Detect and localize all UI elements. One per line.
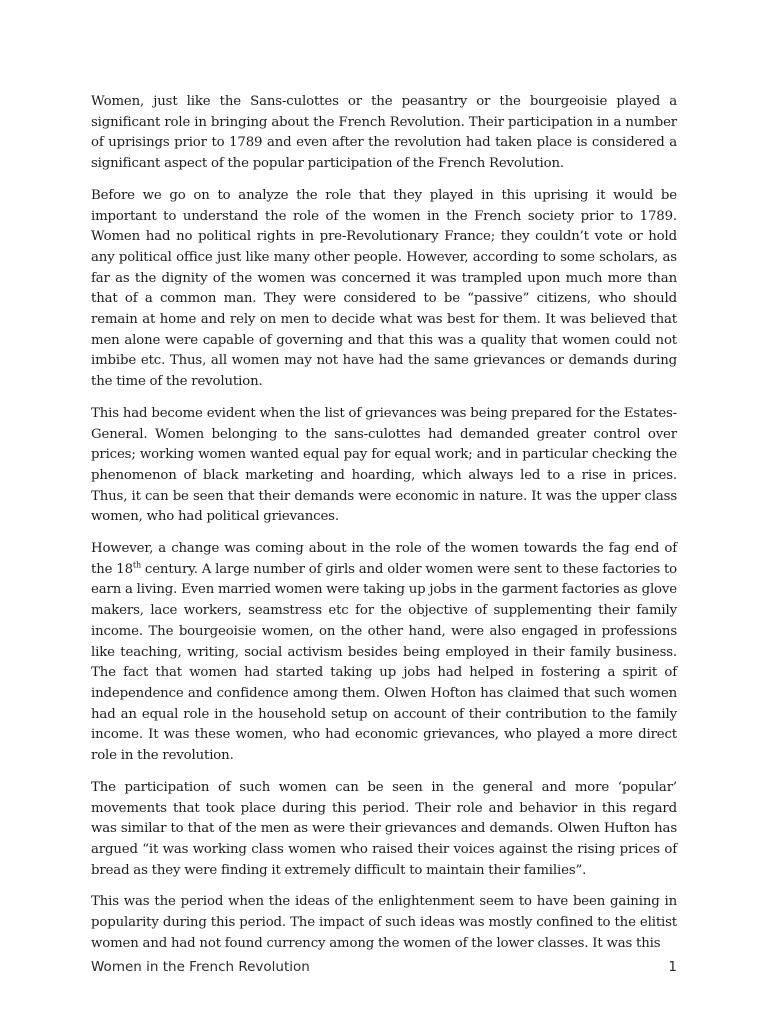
document-body: [91, 92, 677, 965]
page-footer: [91, 959, 677, 981]
footer-title: Women in the French Revolution: [91, 959, 310, 975]
paragraph-4-text-before: However, a change was coming about in the role of the women towards the fag end of the 18: [91, 541, 677, 577]
paragraph-4-text-after: century. A large number of girls and older women were sent to these factories to earn a living. Even married women were taking up jobs in the garment factories as glove makers, lace workers, seamstress etc for the objective of supplementing their family income. The bourgeoisie women, on the other hand, were also engaged in professions like teaching, writing, social activism besides being employed in their family business. The fact that women had started taking up jobs had helped in fostering a spirit of independence and confidence among them. Olwen Hofton has claimed that such women had an equal role in the household setup on account of their contribution to the family income. It was these women, who had economic grievances, who played a more direct role in the revolution.: [91, 561, 677, 764]
paragraph-5: The participation of such women can be seen in the general and more ‘popular’ movements that took place during this period. Their role and behavior in this regard was similar to that of the men as were their grievances and demands. Olwen Hufton has argued “it was working class women who raised their voices against the rising prices of bread as they were finding it extremely difficult to maintain their families”.: [91, 779, 677, 878]
paragraph-1: Women, just like the Sans-culottes or the peasantry or the bourgeoisie played a significant role in bringing about the French Revolution. Their participation in a number of uprisings prior to 1789 and even after the revolution had taken place is considered a significant aspect of the popular participation of the French Revolution.: [91, 94, 677, 172]
ordinal-superscript: th: [132, 560, 141, 570]
paragraph-4: [91, 539, 677, 767]
paragraph-2: Before we go on to analyze the role that they played in this uprising it would be important to understand the role of the women in the French society prior to 1789. Women had no political rights in pre-Revolutionary France; they couldn’t vote or hold any political office just like many other people. However, according to some scholars, as far as the dignity of the women was concerned it was trampled upon much more than that of a common man. They were considered to be “passive” citizens, who should remain at home and rely on men to decide what was best for them. It was believed that men alone were capable of governing and that this was a quality that women could not imbibe etc. Thus, all women may not have had the same grievances or demands during the time of the revolution.: [91, 187, 677, 390]
paragraph-6: This was the period when the ideas of the enlightenment seem to have been gaining in popularity during this period. The impact of such ideas was mostly confined to the elitist women and had not found currency among the women of the lower classes. It was this: [91, 894, 677, 951]
paragraph-3: This had become evident when the list of grievances was being prepared for the Estates-General. Women belonging to the sans-culottes had demanded greater control over prices; working women wanted equal pay for equal work; and in particular checking the phenomenon of black marketing and hoarding, which always led to a rise in prices. Thus, it can be seen that their demands were economic in nature. It was the upper class women, who had political grievances.: [91, 405, 677, 525]
page-number: 1: [668, 959, 677, 975]
